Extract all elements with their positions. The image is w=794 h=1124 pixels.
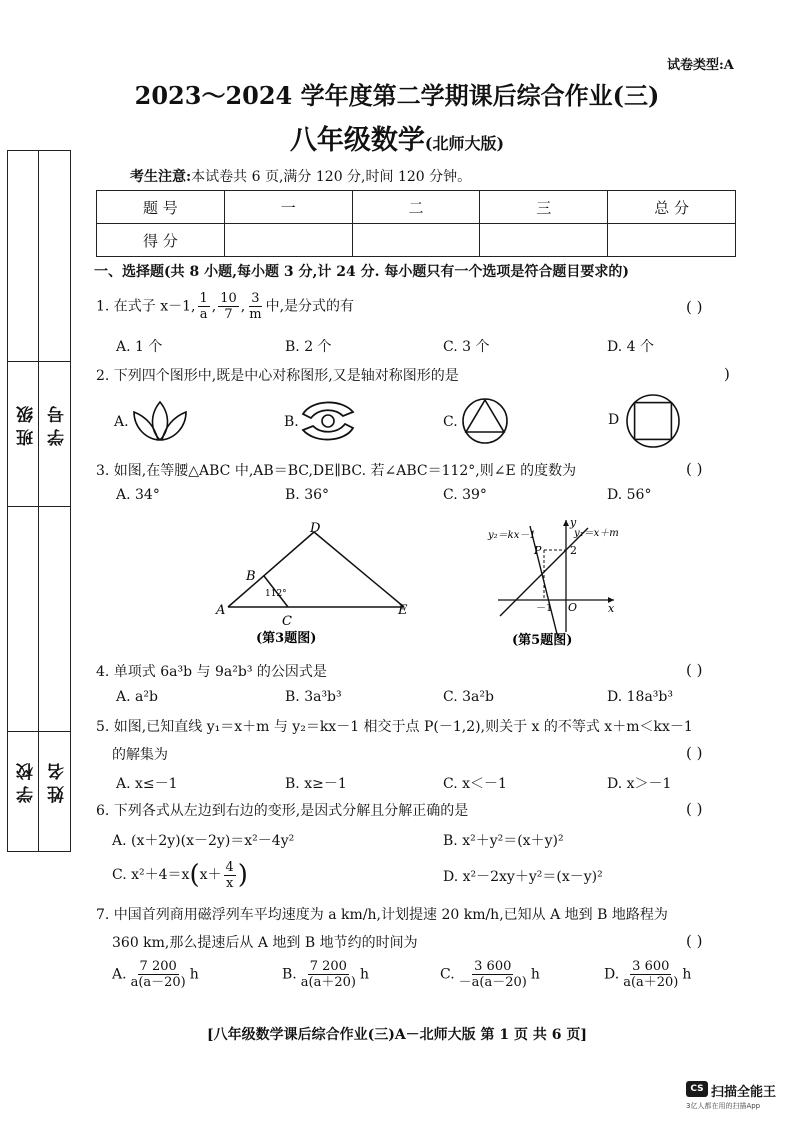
- option-c: [440, 960, 540, 989]
- label-y-axis: y: [570, 516, 577, 529]
- score-input-cell[interactable]: [480, 224, 608, 257]
- denominator: a(a－20): [130, 975, 186, 990]
- option-letter: A.: [112, 966, 127, 983]
- option-a: [112, 960, 199, 989]
- option-d: D. x²－2xy＋y²＝(x－y)²: [443, 869, 603, 885]
- score-table-score-row: [97, 224, 736, 257]
- numerator: 1: [199, 291, 208, 306]
- answer-blank[interactable]: ( ): [686, 298, 703, 316]
- option-c: C. x²＋4＝x(x＋ $\frac{4}{x}$ ): [112, 859, 248, 891]
- option-c: C. 3 个: [443, 339, 490, 355]
- denominator: a: [199, 307, 208, 322]
- name-label: 姓 名: [48, 763, 68, 803]
- option-a: A. (x＋2y)(x－2y)＝x²－4y²: [112, 833, 295, 849]
- fraction: [198, 292, 210, 321]
- option-a: A. 34°: [116, 487, 160, 503]
- denominator: m: [249, 307, 262, 322]
- option-letter: B.: [282, 966, 297, 983]
- table-cell: 题 号: [97, 191, 225, 224]
- unit: h: [530, 966, 540, 983]
- edition-label: (北师大版): [424, 134, 505, 153]
- unit: h: [359, 966, 369, 983]
- figure-3-caption: (第3题图): [256, 631, 317, 646]
- stem-text: 1. 在式子 x－1,: [96, 298, 196, 315]
- question-3-stem: 3. 如图,在等腰△ABC 中,AB＝BC,DE∥BC. 若∠ABC＝112°,则∠E 的度数为: [96, 463, 577, 479]
- label-b: B: [246, 569, 256, 584]
- question-5-stem-cont: 的解集为: [112, 747, 168, 763]
- figure-5: [478, 512, 628, 652]
- exam-notice: [130, 166, 471, 186]
- label-d: D: [310, 521, 321, 536]
- denominator: 7: [224, 307, 233, 322]
- table-cell: 一: [224, 191, 352, 224]
- option-a: A. x≤－1: [116, 776, 178, 792]
- score-input-cell[interactable]: [352, 224, 480, 257]
- numerator: 4: [225, 859, 234, 875]
- divider: [38, 151, 39, 851]
- option-a: A.: [114, 414, 129, 430]
- question-7-stem-cont: 360 km,那么提速后从 A 地到 B 地节约的时间为: [112, 935, 418, 951]
- figure-5-caption: (第5题图): [512, 633, 573, 648]
- stem-text: 中,是分式的有: [265, 298, 355, 315]
- option-d: [604, 960, 691, 989]
- school-label: 学 校: [17, 763, 37, 803]
- answer-blank[interactable]: ( ): [686, 932, 703, 950]
- answer-blank[interactable]: ): [724, 365, 730, 383]
- paper-type: 试卷类型:A: [667, 58, 734, 73]
- score-input-cell[interactable]: [224, 224, 352, 257]
- option-b: B. 3a³b³: [285, 689, 342, 705]
- option-a: A. 1 个: [116, 339, 163, 355]
- label-c: C: [282, 614, 292, 629]
- table-cell: 得 分: [97, 224, 225, 257]
- score-table-header-row: [97, 191, 736, 224]
- circle-square-figure: [624, 392, 682, 450]
- section-title: 一、选择题(共 8 小题,每小题 3 分,计 24 分. 每小题只有一个选项是符合题目要求的): [94, 264, 629, 280]
- watermark-subtitle: 3亿人都在用的扫描App: [686, 1102, 761, 1110]
- question-7-stem: 7. 中国首列商用磁浮列车平均速度为 a km/h,计划提速 20 km/h,已知从 A 地到 B 地路程为: [96, 907, 668, 923]
- option-d: D. x＞－1: [607, 776, 672, 792]
- question-4-stem: 4. 单项式 6a³b 与 9a²b³ 的公因式是: [96, 664, 327, 680]
- numerator: 7 200: [309, 959, 347, 974]
- answer-blank[interactable]: ( ): [686, 800, 703, 818]
- numerator: 10: [220, 291, 237, 306]
- score-input-cell[interactable]: [608, 224, 736, 257]
- divider: [8, 731, 70, 732]
- answer-blank[interactable]: ( ): [686, 744, 703, 762]
- figure-3: [210, 518, 420, 648]
- option-letter: C.: [440, 966, 455, 983]
- angle-label: 112°: [265, 589, 287, 599]
- label-y1: y₁＝x＋m: [574, 528, 619, 539]
- option-d: D. 4 个: [607, 339, 654, 355]
- answer-blank[interactable]: ( ): [686, 661, 703, 679]
- class-label: 班 级: [17, 406, 37, 446]
- label-neg1: －1: [536, 603, 553, 614]
- option-letter: D.: [604, 966, 620, 983]
- camscanner-logo-icon: CS: [686, 1081, 708, 1097]
- label-2: 2: [570, 544, 577, 557]
- page-title: 2023～2024 学年度第二学期课后综合作业(三): [134, 81, 660, 110]
- lotus-figure: [128, 394, 192, 446]
- unit: h: [682, 966, 692, 983]
- option-d: D. 18a³b³: [607, 689, 673, 705]
- divider: [8, 361, 70, 362]
- fraction: [129, 960, 188, 989]
- option-b: B. x≥－1: [285, 776, 347, 792]
- student-number-label: 学 号: [48, 406, 68, 446]
- watermark-brand: 扫描全能王: [711, 1085, 777, 1100]
- subject-line: [0, 118, 794, 157]
- option-c: C. x＜－1: [443, 776, 507, 792]
- option-c: C.: [443, 414, 458, 430]
- fraction: [299, 960, 358, 989]
- option-b: B. 2 个: [285, 339, 332, 355]
- option-b: B. x²＋y²＝(x＋y)²: [443, 833, 564, 849]
- option-c: C. 3a²b: [443, 689, 494, 705]
- answer-blank[interactable]: ( ): [686, 460, 703, 478]
- denominator: a(a＋20): [300, 975, 356, 990]
- notice-text: 本试卷共 6 页,满分 120 分,时间 120 分钟。: [191, 169, 472, 185]
- denominator: a(a＋20): [623, 975, 679, 990]
- table-cell: 总 分: [608, 191, 736, 224]
- option-text: C. x²＋4＝x: [112, 867, 190, 883]
- subject-title: 八年级数学: [289, 125, 425, 156]
- label-origin: O: [568, 601, 578, 614]
- question-2-stem: 2. 下列四个图形中,既是中心对称图形,又是轴对称图形的是: [96, 368, 459, 384]
- fraction: [224, 861, 236, 890]
- score-table: [96, 190, 736, 257]
- label-a: A: [216, 603, 226, 618]
- question-1-stem: 1. 在式子 x－1, $\frac{1}{a}$ , $\frac{10}{7}$ , $\frac{3}{m}$ 中,是分式的有: [96, 291, 355, 322]
- option-c: C. 39°: [443, 487, 487, 503]
- option-b: [282, 960, 369, 989]
- fraction: [621, 960, 680, 989]
- numerator: 3 600: [632, 959, 670, 974]
- divider: [8, 506, 70, 507]
- notice-label: 考生注意:: [130, 169, 192, 185]
- page-footer: [八年级数学课后综合作业(三)A－北师大版 第 1 页 共 6 页]: [206, 1027, 588, 1043]
- table-cell: 三: [480, 191, 608, 224]
- option-a: A. a²b: [116, 689, 158, 705]
- circle-triangle-figure: [460, 396, 510, 446]
- label-y2: y₂＝kx－1: [488, 530, 536, 541]
- unit: h: [189, 966, 199, 983]
- table-cell: 二: [352, 191, 480, 224]
- student-info-sidebar: [7, 150, 71, 852]
- label-p: P: [534, 544, 542, 557]
- label-e: E: [398, 603, 408, 618]
- numerator: 7 200: [139, 959, 177, 974]
- numerator: 3 600: [474, 959, 512, 974]
- option-d: D: [608, 412, 620, 428]
- option-d: D. 56°: [607, 487, 652, 503]
- option-b: B. 36°: [285, 487, 330, 503]
- denominator: －a(a－20): [458, 975, 527, 990]
- numerator: 3: [251, 291, 260, 306]
- swirl-figure: [297, 394, 359, 448]
- option-b: B.: [284, 414, 299, 430]
- question-5-stem: 5. 如图,已知直线 y₁＝x＋m 与 y₂＝kx－1 相交于点 P(－1,2),则关于 x 的不等式 x＋m＜kx－1: [96, 719, 693, 735]
- question-6-stem: 6. 下列各式从左边到右边的变形,是因式分解且分解正确的是: [96, 803, 469, 819]
- fraction: [218, 292, 239, 321]
- denominator: x: [225, 875, 234, 891]
- label-x-axis: x: [608, 602, 615, 615]
- fraction: [457, 960, 529, 989]
- fraction: [247, 292, 263, 321]
